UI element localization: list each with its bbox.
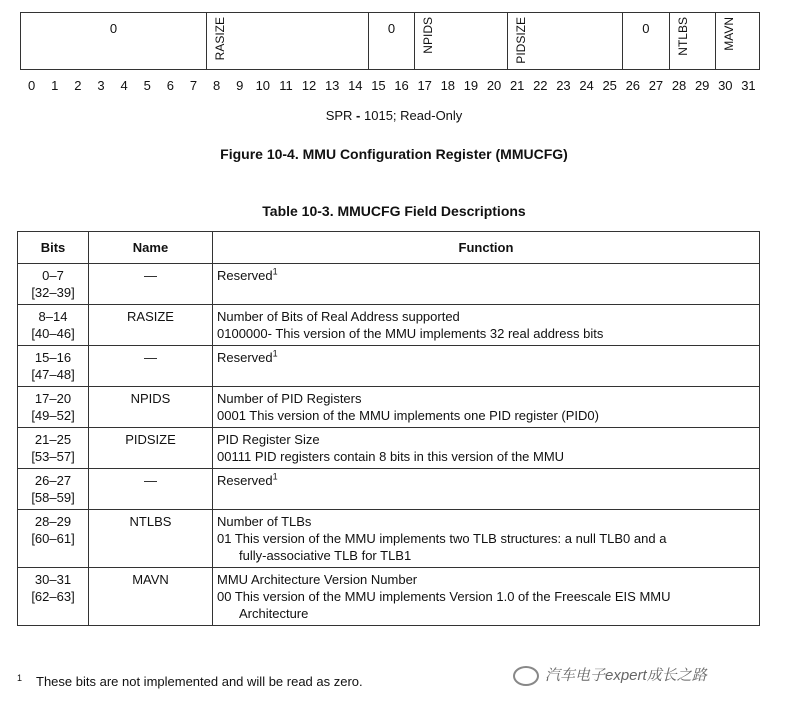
bits-cell: 26–27 [58–59] xyxy=(18,469,89,510)
function-cell xyxy=(213,428,760,469)
function-title: Number of TLBs xyxy=(217,514,312,529)
function-detail-cont: fully-associative TLB for TLB1 xyxy=(239,548,412,563)
function-cell xyxy=(213,305,760,346)
bit-number: 26 xyxy=(625,78,641,93)
bit-number: 14 xyxy=(348,78,363,93)
table-row xyxy=(18,568,760,626)
bit-number: 7 xyxy=(189,78,198,93)
bit-number: 9 xyxy=(236,78,244,93)
bit-number: 8 xyxy=(212,78,221,93)
table-title: Table 10-3. MMUCFG Field Descriptions xyxy=(262,203,526,219)
bit-number: 23 xyxy=(556,78,571,93)
register-diagram xyxy=(20,12,760,70)
footnote-ref: 1 xyxy=(272,348,278,359)
register-field-label: 0 xyxy=(109,21,118,36)
bit-number: 12 xyxy=(301,78,317,93)
register-field-ntlbs xyxy=(669,13,715,69)
bit-number: 27 xyxy=(648,78,664,93)
header-bits: Bits xyxy=(18,232,89,264)
wechat-logo-icon xyxy=(513,666,539,686)
bit-number: 4 xyxy=(120,78,128,93)
bit-number: 11 xyxy=(279,78,293,93)
function-detail-cont: Architecture xyxy=(239,606,309,621)
function-detail: 01 This version of the MMU implements two TLB structures: a null TLB0 and a xyxy=(217,531,667,546)
bits-cell: 17–20 [49–52] xyxy=(18,387,89,428)
register-field-label: PIDSIZE xyxy=(513,17,528,64)
name-cell: NPIDS xyxy=(89,387,213,428)
bit-number: 13 xyxy=(324,78,340,93)
bit-number: 18 xyxy=(440,78,456,93)
table-row xyxy=(18,469,760,510)
function-title: Reserved xyxy=(217,268,273,283)
table-row xyxy=(18,305,760,346)
bit-number: 0 xyxy=(27,78,36,93)
function-detail: 0001 This version of the MMU implements one PID register (PID0) xyxy=(217,408,599,423)
function-cell xyxy=(213,264,760,305)
register-field-npids xyxy=(414,13,507,69)
footnote-ref: 1 xyxy=(272,471,278,482)
function-detail: 00111 PID registers contain 8 bits in this version of the MMU xyxy=(217,449,565,464)
bit-number: 28 xyxy=(671,78,687,93)
bit-number-row xyxy=(20,78,760,94)
register-field-rasize xyxy=(206,13,368,69)
register-field-label: NTLBS xyxy=(675,17,690,56)
function-title: Reserved xyxy=(217,473,273,488)
bit-number: 24 xyxy=(579,78,594,93)
name-cell: NTLBS xyxy=(89,510,213,568)
register-field-reserved-5 xyxy=(622,13,668,69)
bit-number: 21 xyxy=(509,78,525,93)
bits-cell: 8–14 [40–46] xyxy=(18,305,89,346)
bit-number: 19 xyxy=(463,78,479,93)
register-field-label: NPIDS xyxy=(421,17,436,54)
name-cell: — xyxy=(89,346,213,387)
bit-number: 22 xyxy=(533,78,548,93)
header-function: Function xyxy=(213,232,760,264)
spr-caption: SPR - 1015; Read-Only xyxy=(325,108,463,123)
footnote-ref: 1 xyxy=(272,266,278,277)
bit-number: 31 xyxy=(741,78,756,93)
function-detail: 0100000- This version of the MMU implements 32 real address bits xyxy=(217,326,604,341)
bit-number: 16 xyxy=(394,78,409,93)
name-cell: — xyxy=(89,264,213,305)
function-cell xyxy=(213,346,760,387)
bit-number: 20 xyxy=(486,78,502,93)
register-field-label: 0 xyxy=(387,21,396,36)
function-title: Reserved xyxy=(217,350,273,365)
name-cell: PIDSIZE xyxy=(89,428,213,469)
name-cell: RASIZE xyxy=(89,305,213,346)
bit-number: 29 xyxy=(694,78,710,93)
footnote: $^1$ These bits are not implemented and will be read as zero. xyxy=(17,672,363,689)
bits-cell: 30–31 [62–63] xyxy=(18,568,89,626)
bit-number: 10 xyxy=(255,78,271,93)
register-field-reserved-0 xyxy=(21,13,206,69)
field-description-table xyxy=(17,231,760,626)
table-row xyxy=(18,428,760,469)
register-field-reserved-2 xyxy=(368,13,414,69)
function-cell xyxy=(213,510,760,568)
footnote-mark: 1 xyxy=(17,672,23,683)
table-row xyxy=(18,264,760,305)
bits-cell: 28–29 [60–61] xyxy=(18,510,89,568)
name-cell: MAVN xyxy=(89,568,213,626)
register-field-label: 0 xyxy=(642,21,650,36)
function-cell xyxy=(213,469,760,510)
function-cell xyxy=(213,568,760,626)
bit-number: 25 xyxy=(602,78,617,93)
bits-cell: 21–25 [53–57] xyxy=(18,428,89,469)
table-row xyxy=(18,387,760,428)
header-name: Name xyxy=(89,232,213,264)
function-title: Number of Bits of Real Address supported xyxy=(217,309,460,324)
register-field-label: MAVN xyxy=(721,17,736,51)
bits-cell: 0–7 [32–39] xyxy=(18,264,89,305)
register-field-pidsize xyxy=(507,13,623,69)
function-title: PID Register Size xyxy=(217,432,320,447)
bit-number: 3 xyxy=(97,78,105,93)
bit-number: 1 xyxy=(51,78,59,93)
register-field-mavn xyxy=(715,13,761,69)
function-title: Number of PID Registers xyxy=(217,391,362,406)
bit-number: 2 xyxy=(74,78,82,93)
function-detail: 00 This version of the MMU implements Version 1.0 of the Freescale EIS MMU xyxy=(217,589,671,604)
bit-number: 5 xyxy=(143,78,151,93)
table-row xyxy=(18,510,760,568)
figure-caption: Figure 10-4. MMU Configuration Register (MMUCFG) xyxy=(220,146,568,162)
bit-number: 15 xyxy=(371,78,386,93)
function-title: MMU Architecture Version Number xyxy=(217,572,418,587)
bit-number: 6 xyxy=(166,78,174,93)
table-row xyxy=(18,346,760,387)
watermark: 汽车电子expert成长之路 xyxy=(513,664,707,686)
name-cell: — xyxy=(89,469,213,510)
table-header-row xyxy=(18,232,760,264)
bit-number: 30 xyxy=(718,78,733,93)
bit-number: 17 xyxy=(417,78,432,93)
bits-cell: 15–16 [47–48] xyxy=(18,346,89,387)
function-cell xyxy=(213,387,760,428)
register-field-label: RASIZE xyxy=(213,17,227,61)
